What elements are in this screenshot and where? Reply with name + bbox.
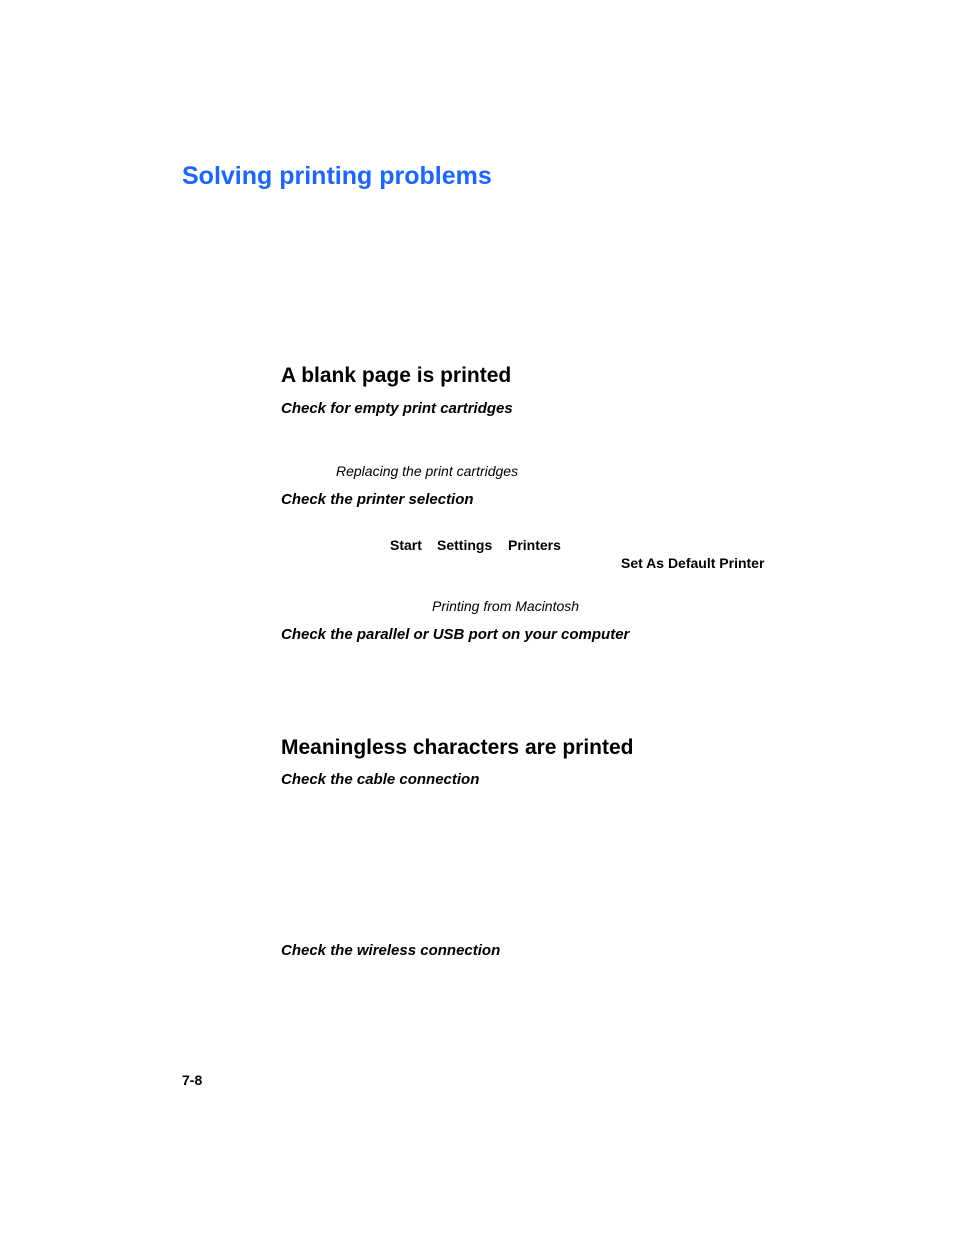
ui-term-start: Start <box>390 537 422 553</box>
page-number: 7-8 <box>182 1072 203 1088</box>
ui-term-set-as-default: Set As Default Printer <box>621 555 765 571</box>
subheading-parallel-usb-port: Check the parallel or USB port on your computer <box>281 626 630 643</box>
ui-term-printers: Printers <box>508 537 561 553</box>
subheading-empty-cartridges: Check for empty print cartridges <box>281 400 513 417</box>
section-heading-blank-page: A blank page is printed <box>281 364 512 387</box>
page-title: Solving printing problems <box>182 162 492 190</box>
subheading-cable-connection: Check the cable connection <box>281 771 480 788</box>
cross-reference-printing-macintosh: Printing from Macintosh <box>432 598 580 614</box>
subheading-wireless-connection: Check the wireless connection <box>281 942 501 959</box>
ui-term-settings: Settings <box>437 537 493 553</box>
section-heading-meaningless-characters: Meaningless characters are printed <box>281 736 634 759</box>
subheading-printer-selection: Check the printer selection <box>281 491 474 508</box>
cross-reference-replacing-cartridges: Replacing the print cartridges <box>336 463 519 479</box>
